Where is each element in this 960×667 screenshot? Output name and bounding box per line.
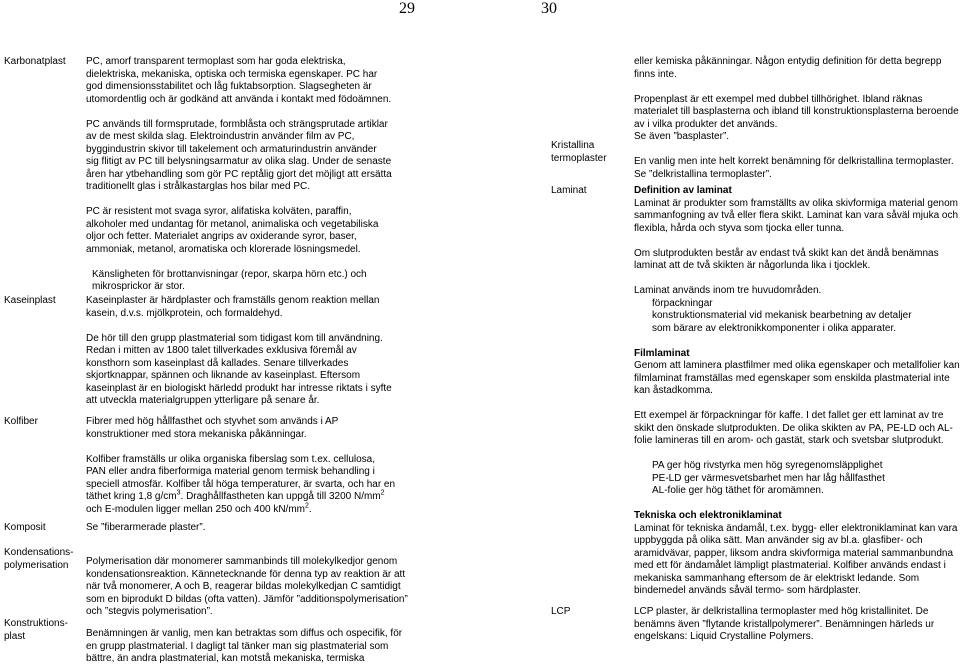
text-segment: Kolfiber framställs ur olika organiska fiberslag som t.ex. cellulosa, PAN eller andra fiberformiga material genom termisk behandling i speciell atmosfär. Kolfiber tål höga temperaturer, är svarta, och har en täthet kring 1,8 g/cm — [86, 453, 396, 502]
term-kaseinplast: Kaseinplast — [4, 295, 56, 306]
superscript: 2 — [380, 489, 385, 497]
entry-konstruktionsplast-continued — [634, 56, 960, 181]
paragraph: Propenplast är ett exempel med dubbel tillhörighet. Ibland räknas materialet till basplasterna och ibland till konstruktionsplasterna beroende av i vilka produkter det används. — [634, 93, 959, 130]
term-konstruktionsplast: Konstruktions-plast — [4, 618, 68, 642]
paragraph: PC används till formsprutade, formblåsta och strängsprutade artiklar av de mest skilda slag. Elektroindustrin använder film av PC, byggindustrin skivor till takelement och armaturindustrin använder sig flitigt av PC till belysningsarmatur av olika slag. Under de senaste åren har ytbehandling som gör PC reptålig gjort det möjligt att ersätta traditionellt glas i strålkastarglas hos bilar med PC. — [86, 118, 392, 192]
heading: Tekniska och elektroniklaminat — [634, 510, 782, 521]
paragraph: Se även ”basplaster”. — [634, 131, 730, 142]
term-laminat: Laminat — [551, 185, 587, 196]
paragraph: Laminat är produkter som framställts av olika skivformiga material genom sammanfogning av två eller flera skikt. Laminat kan vara såväl mjuka och flexibla, hårda och styva som tjocka eller tunna. — [634, 197, 959, 234]
paragraph — [86, 454, 396, 517]
paragraph: Fibrer med hög hållfasthet och styvhet som används i AP konstruktioner med stora mekaniska påkänningar. — [86, 416, 339, 440]
page-number-right: 30 — [541, 0, 557, 17]
paragraph: Kaseinplaster är härdplaster och framställs genom reaktion mellan kasein, d.v.s. mjölkprotein, och formaldehyd. — [86, 295, 380, 319]
paragraph: Om slutprodukten består av endast två skikt kan det ändå benämnas laminat att de två skikten är någorlunda lika i tjocklek. — [634, 247, 939, 271]
list-item: konstruktionsmaterial vid mekanisk bearbetning av detaljer — [652, 310, 912, 321]
paragraph: Benämningen är vanlig, men kan betraktas som diffus och ospecifik, för en grupp plastmaterial. I dagligt tal tänker man sig plastmaterial som bättre, än andra plastmaterial, kan motstå mekaniska, termiska — [86, 628, 403, 664]
paragraph: Känsligheten för brottanvisningar (repor, skarpa hörn etc.) och mikrosprickor är stor. — [92, 268, 367, 292]
paragraph: Ett exempel är förpackningar för kaffe. I det fallet ger ett laminat av tre skikt den önskade slutprodukten. De olika skikten av PA, PE-LD och AL-folie lamineras till en arom- och gastät, stark och svetsbar slutprodukt. — [634, 410, 953, 446]
text-segment: . — [308, 503, 312, 515]
list-item: förpackningar — [652, 297, 713, 309]
term-karbonatplast: Karbonatplast — [4, 56, 66, 67]
paragraph: De hör till den grupp plastmaterial som tidigast kom till användning. Redan i mitten av 1800 talet tillverkades exklusiva föremål av konsthorn som kaseinplast då kallades. Senare tillverkades skjortknappar, spännen och liknande av kaseinplast. Eftersom kaseinplast är en biologiskt härledd produkt har intresse riktats i syfte att utveckla materialgruppen ytterligare på senare år. — [86, 332, 392, 406]
term-kondensationspolymerisation: Kondensations-polymerisation — [4, 547, 74, 571]
entry-kondensationspolymerisation — [86, 556, 410, 619]
superscript: 2 — [305, 502, 309, 510]
paragraph: Laminat används inom tre huvudområden. — [634, 285, 822, 296]
term-komposit: Komposit — [4, 522, 46, 533]
term-kolfiber: Kolfiber — [4, 416, 38, 427]
paragraph: Laminat för tekniska ändamål, t.ex. bygg- eller elektroniklaminat kan vara uppbyggda på olika sätt. Man använder sig av bl.a. glasfiber- och aramidvävar, papper, liksom andra skivformiga material sammanbundna med ett för ändamålet lämpligt plastmaterial. Kolfiber används endast i mekaniska sammanhang eftersom de är elektriskt ledande. Som bindemedel används såväl termo- som härdplaster. — [634, 522, 958, 596]
paragraph: Genom att laminera plastfilmer med olika egenskaper och metallfolier kan filmlaminat framställas med egenskaper som enskilda plastmaterial inte kan åstadkomma. — [634, 360, 960, 396]
paragraph: eller kemiska påkänningar. Någon entydig definition för detta begrepp finns inte. — [634, 56, 942, 80]
entry-konstruktionsplast — [86, 628, 406, 666]
paragraph: PC är resistent mot svaga syror, alifatiska kolväten, paraffin, alkoholer med undantag för metanol, animaliska och vegetabiliska oljor och fetter. Materialet angrips av oxiderande syror, baser, ammoniak, metanol, aromatiska och klorerade lösningsmedel. — [86, 206, 379, 255]
paragraph: PC, amorf transparent termoplast som har goda elektriska, dielektriska, mekaniska, optiska och termiska egenskaper. PC har god dimensionsstabilitet och låg fuktabsorption. Slagsegheten är utomordentlig och är godkänd att använda i kontakt med födoämnen. — [86, 56, 392, 105]
entry-komposit — [86, 522, 396, 535]
list-item: som bärare av elektronikkomponenter i olika apparater. — [652, 322, 897, 334]
entry-kaseinplast — [86, 295, 394, 408]
term-kristallina-termoplaster: Kristallina termoplaster — [551, 140, 607, 164]
paragraph: Se ”fiberarmerade plaster”. — [86, 522, 206, 533]
list-item: AL-folie ger hög täthet för aromämnen. — [652, 485, 824, 496]
paragraph: Polymerisation där monomerer sammanbinds till molekylkedjor genom kondensationsreaktion. Kännetecknande för denna typ av reaktion är att när två monomerer, A och B, reagerar bildas molekylkedjan C samtidigt som en biprodukt D bildas (ofta vatten). Jämför ”additionspolymerisation” och ”stegvis polymerisation”. — [86, 556, 408, 617]
entry-lcp — [634, 606, 960, 644]
heading: Definition av laminat — [634, 185, 732, 196]
entry-kolfiber — [86, 416, 396, 516]
entry-karbonatplast — [86, 56, 392, 294]
paragraph: LCP plaster, är delkristallina termoplaster med hög kristallinitet. De benämns även ”flytande kristallpolymerer”. Benämningen härleds ur engelskans: Liquid Crystalline Polymers. — [634, 606, 935, 642]
paragraph: En vanlig men inte helt korrekt benämning för delkristallina termoplaster. Se ”delkristallina termoplaster”. — [634, 156, 954, 180]
text-segment: . Draghållfastheten kan uppgå till 3200 N/mm — [180, 491, 381, 502]
term-lcp: LCP — [551, 606, 571, 617]
superscript: 3 — [176, 489, 181, 497]
list-item: PA ger hög rivstyrka men hög syregenomsläpplighet — [652, 460, 883, 471]
entry-laminat — [634, 185, 960, 598]
page-number-left: 29 — [399, 0, 415, 17]
text-segment: och E-modulen ligger mellan 250 och 400 kN/mm — [86, 503, 305, 515]
heading: Filmlaminat — [634, 347, 690, 359]
list-item: PE-LD ger värmesvetsbarhet men har låg hållfasthet — [652, 472, 885, 484]
